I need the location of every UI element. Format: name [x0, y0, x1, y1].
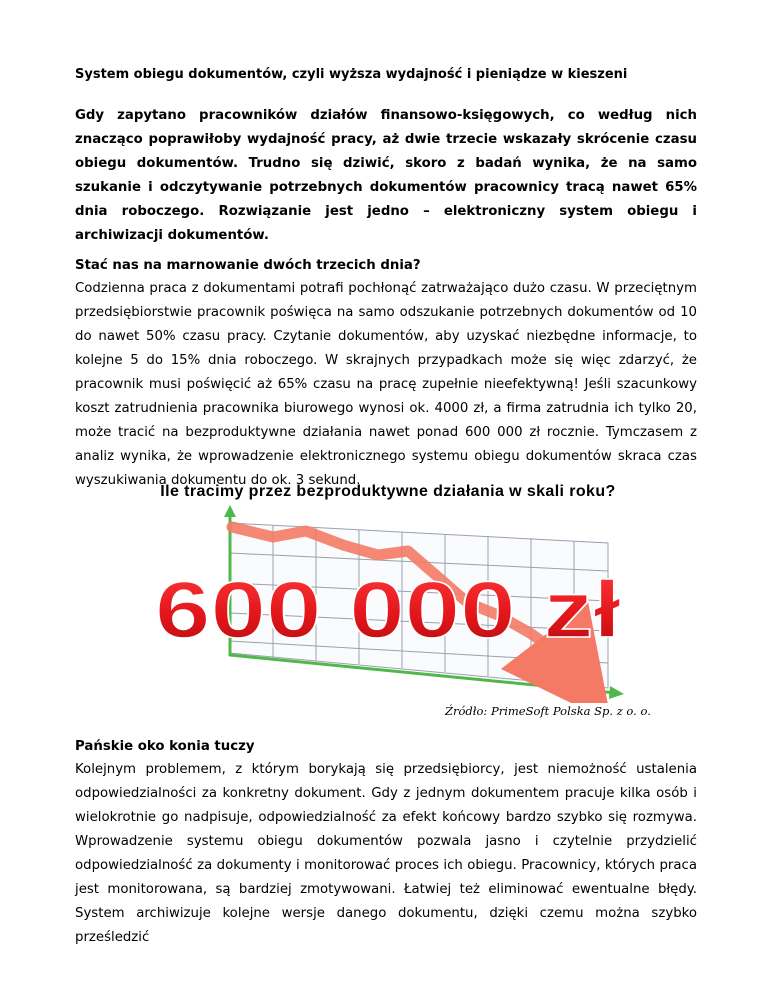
document-title: System obiegu dokumentów, czyli wyższa wydajność i pieniądze w kieszeni [75, 67, 628, 82]
section1-heading: Stać nas na marnowanie dwóch trzecich dnia? [75, 258, 421, 273]
figure-title: Ile tracimy przez bezproduktywne działania w skali roku? [160, 483, 616, 500]
cost-chart [138, 503, 638, 703]
y-axis-arrow [224, 505, 236, 517]
cost-figure [138, 483, 651, 723]
section2-heading: Pańskie oko konia tuczy [75, 739, 255, 754]
amount-label: 600 000 zł [155, 565, 621, 654]
section1-body: Codzienna praca z dokumentami potrafi pochłonąć zatrważająco dużo czasu. W przeciętnym przedsiębiorstwie pracownik poświęca na samo odszukanie potrzebnych dokumentów od 10 do nawet 50% czasu pracy. Czytanie dokumentów, aby uzyskać niezbędne informacje, to kolejne 5 do 15% dnia roboczego. W skrajnych przypadkach może się więc zdarzyć, że pracownik musi poświęcić aż 65% czasu na pracę zupełnie nieefektywną! Jeśli szacunkowy koszt zatrudnienia pracownika biurowego wynosi ok. 4000 zł, a firma zatrudnia ich tylko 20, może tracić na bezproduktywne działania nawet ponad 600 000 zł rocznie. Tymczasem z analiz wynika, że wprowadzenie elektronicznego systemu obiegu dokumentów skraca czas wyszukiwania dokumentu do ok. 3 sekund. [75, 281, 697, 488]
figure-source: Źródło: PrimeSoft Polska Sp. z o. o. [445, 704, 651, 718]
x-axis-arrow [609, 686, 624, 699]
intro-paragraph: Gdy zapytano pracowników działów finansowo-księgowych, co według nich znacząco poprawiłoby wydajność pracy, aż dwie trzecie wskazały skrócenie czasu obiegu dokumentów. Trudno się dziwić, skoro z badań wynika, że na samo szukanie i odczytywanie potrzebnych dokumentów pracownicy tracą nawet 65% dnia roboczego. Rozwiązanie jest jedno – elektroniczny system obiegu i archiwizacji dokumentów. [75, 108, 697, 243]
section2-body: Kolejnym problemem, z którym borykają się przedsiębiorcy, jest niemożność ustalenia odpowiedzialności za konkretny dokument. Gdy z jednym dokumentem pracuje kilka osób i wielokrotnie go nadpisuje, odpowiedzialność za efekt końcowy bardzo szybko się rozmywa. Wprowadzenie systemu obiegu dokumentów pozwala jasno i czytelnie przydzielić odpowiedzialność za dokumenty i monitorować proces ich obiegu. Pracownicy, których praca jest monitorowana, są bardziej zmotywowani. Łatwiej też eliminować ewentualne błędy. System archiwizuje kolejne wersje danego dokumentu, dzięki czemu można szybko prześledzić [75, 762, 697, 945]
